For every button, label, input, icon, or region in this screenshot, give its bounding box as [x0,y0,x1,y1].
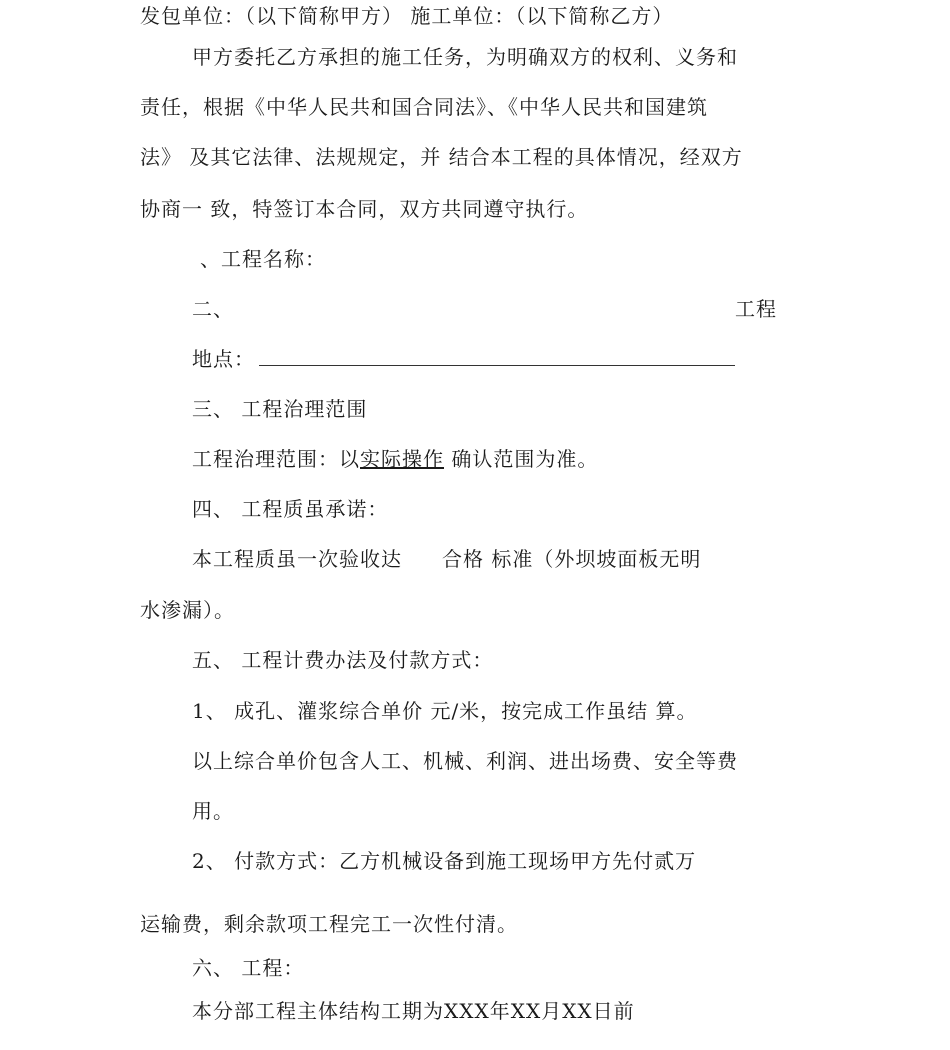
section-3-title: 三、 工程治理范围 [192,397,368,421]
location-label: 地点： [192,347,255,371]
scope-prefix: 工程治理范围：以 [192,447,360,471]
section-5-title: 五、 工程计费办法及付款方式： [192,648,494,672]
intro-line-3: 法》 及其它法律、法规规定，并 结合本工程的具体情况，经双方 [140,145,743,169]
section-1-title: 、工程名称： [200,247,326,271]
section-5-note-2: 用。 [192,799,234,823]
section-5-note-1: 以上综合单价包含人工、机械、利润、进出场费、安全等费 [192,749,738,773]
scope-underlined: 实际操作 [360,447,444,471]
section-5-item-2: 2、 付款方式：乙方机械设备到施工现场甲方先付贰万 [192,849,697,873]
scope-suffix: 确认范围为准。 [444,447,599,471]
section-2-word: 工程 [735,297,777,321]
section-2-location [192,346,735,372]
section-4-body-cont: 水渗漏）。 [140,598,235,622]
section-4-body [192,546,701,572]
quality-text-b: 合格 标准（外坝坡面板无明 [442,547,702,571]
section-6-title: 六、 工程： [192,956,305,980]
intro-line-1: 甲方委托乙方承担的施工任务，为明确双方的权利、义务和 [192,45,738,69]
location-blank-line[interactable] [259,351,735,366]
section-5-item-1: 1、 成孔、灌浆综合单价 元/米，按完成工作虽结 算。 [192,699,698,723]
quality-text-a: 本工程质虽一次验收达 [192,547,402,571]
section-3-body [192,446,598,472]
section-6-body: 本分部工程主体结构工期为XXX年XX月XX日前 [192,999,635,1023]
intro-line-4: 协商一 致，特签订本合同，双方共同遵守执行。 [140,197,589,221]
section-4-title: 四、 工程质虽承诺： [192,497,389,521]
intro-line-2: 责任，根据《中华人民共和国合同法》、《中华人民共和国建筑 [140,95,708,119]
section-2-number: 二、 [192,297,234,321]
section-5-item-2-cont: 运输费，剩余款项工程完工一次性付清。 [140,912,518,936]
party-line: 发包单位：（以下简称甲方） 施工单位：（以下简称乙方） [140,4,674,28]
